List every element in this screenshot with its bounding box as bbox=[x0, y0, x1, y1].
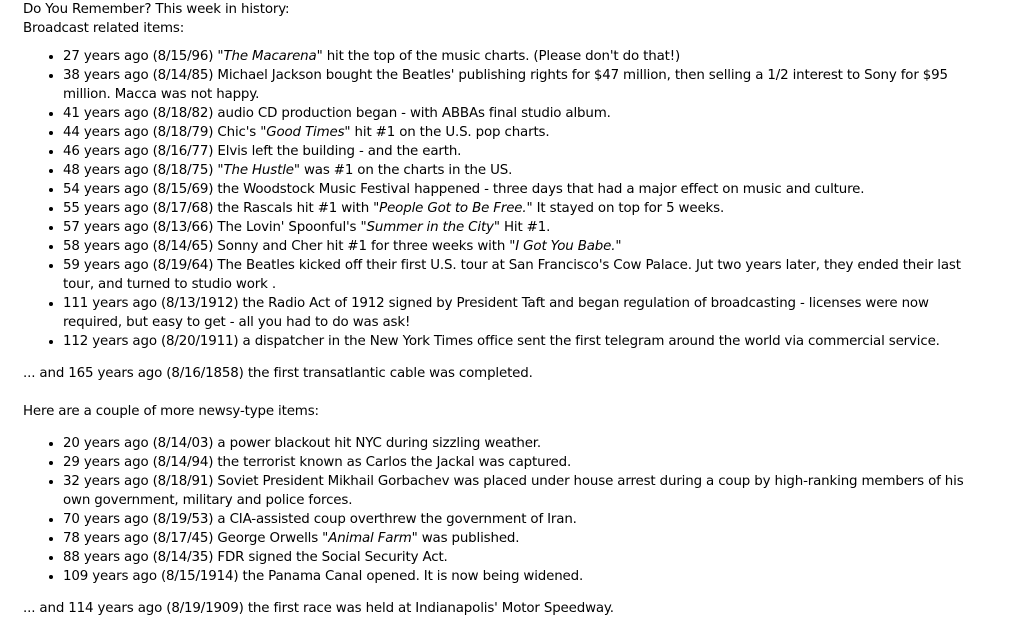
item-title-italic: "Summer in the City" bbox=[360, 220, 500, 235]
spacer bbox=[23, 383, 991, 402]
item-title-italic: The Macarena bbox=[223, 49, 317, 64]
item-text: " It stayed on top for 5 weeks. bbox=[526, 201, 725, 216]
item-text: 109 years ago (8/15/1914) the Panama Canal opened. It is now being widened. bbox=[63, 569, 584, 584]
item-title-italic: I Got You Babe. bbox=[515, 239, 616, 254]
item-text: 44 years ago (8/18/79) Chic's " bbox=[63, 125, 267, 140]
item-text: " bbox=[615, 239, 622, 254]
list-item bbox=[63, 199, 991, 218]
item-text: 88 years ago (8/14/35) FDR signed the Social Security Act. bbox=[63, 550, 448, 565]
list-item bbox=[63, 256, 991, 294]
item-title-italic: Good Times bbox=[266, 125, 345, 140]
item-text: " was #1 on the charts in the US. bbox=[293, 163, 513, 178]
list-item bbox=[63, 510, 991, 529]
list-item bbox=[63, 567, 991, 586]
section-heading-news: Here are a couple of more newsy-type items: bbox=[23, 404, 319, 419]
list-item bbox=[63, 142, 991, 161]
intro bbox=[23, 0, 991, 38]
list-item bbox=[63, 472, 991, 510]
item-text: 29 years ago (8/14/94) the terrorist known as Carlos the Jackal was captured. bbox=[63, 455, 572, 470]
item-text: 54 years ago (8/15/69) the Woodstock Music Festival happened - three days that had a major effect on music and culture. bbox=[63, 182, 865, 197]
item-title-italic: People Got to Be Free. bbox=[379, 201, 527, 216]
item-text: 32 years ago (8/18/91) Soviet President Mikhail Gorbachev was placed under house arrest during a coup by high-ranking members of his own government, military and police forces. bbox=[63, 474, 964, 508]
news-list bbox=[23, 434, 991, 586]
item-text: 46 years ago (8/16/77) Elvis left the building - and the earth. bbox=[63, 144, 462, 159]
item-text: 70 years ago (8/19/53) a CIA-assisted coup overthrew the government of Iran. bbox=[63, 512, 577, 527]
item-text: 48 years ago (8/18/75) " bbox=[63, 163, 224, 178]
page-title: Do You Remember? This week in history: bbox=[23, 2, 290, 17]
item-text: 57 years ago (8/13/66) The Lovin' Spoonful's bbox=[63, 220, 361, 235]
section-heading-broadcast: Broadcast related items: bbox=[23, 21, 185, 36]
list-item bbox=[63, 104, 991, 123]
list-item bbox=[63, 47, 991, 66]
item-text: " hit #1 on the U.S. pop charts. bbox=[344, 125, 550, 140]
news-footer: ... and 114 years ago (8/19/1909) the first race was held at Indianapolis' Motor Speedway. bbox=[23, 601, 614, 616]
item-text: 112 years ago (8/20/1911) a dispatcher in the New York Times office sent the first telegram around the world via commercial service. bbox=[63, 334, 940, 349]
list-item bbox=[63, 434, 991, 453]
item-text: " was published. bbox=[411, 531, 520, 546]
list-item bbox=[63, 529, 991, 548]
list-item bbox=[63, 66, 991, 104]
list-item bbox=[63, 218, 991, 237]
broadcast-footer: ... and 165 years ago (8/16/1858) the first transatlantic cable was completed. bbox=[23, 366, 533, 381]
item-text: 20 years ago (8/14/03) a power blackout hit NYC during sizzling weather. bbox=[63, 436, 542, 451]
list-item bbox=[63, 294, 991, 332]
item-title-italic: The Hustle bbox=[223, 163, 294, 178]
item-text: 27 years ago (8/15/96) " bbox=[63, 49, 224, 64]
list-item bbox=[63, 180, 991, 199]
item-text: 41 years ago (8/18/82) audio CD production began - with ABBAs final studio album. bbox=[63, 106, 611, 121]
list-item bbox=[63, 548, 991, 567]
list-item bbox=[63, 453, 991, 472]
item-text: 38 years ago (8/14/85) Michael Jackson bought the Beatles' publishing rights for $47 million, then selling a 1/2 interest to Sony for $95 million. Macca was not happy. bbox=[63, 68, 948, 102]
list-item bbox=[63, 161, 991, 180]
item-title-italic: Animal Farm bbox=[328, 531, 412, 546]
list-item bbox=[63, 123, 991, 142]
item-text: 59 years ago (8/19/64) The Beatles kicked off their first U.S. tour at San Francisco's Cow Palace. Jut two years later, they ended their last tour, and turned to studio work . bbox=[63, 258, 961, 292]
item-text: " hit the top of the music charts. (Please don't do that!) bbox=[316, 49, 681, 64]
broadcast-list bbox=[23, 47, 991, 351]
item-text: 78 years ago (8/17/45) George Orwells " bbox=[63, 531, 329, 546]
list-item bbox=[63, 237, 991, 256]
item-text: Hit #1. bbox=[499, 220, 551, 235]
item-text: 111 years ago (8/13/1912) the Radio Act of 1912 signed by President Taft and began regulation of broadcasting - licenses were now required, but easy to get - all you had to do was ask! bbox=[63, 296, 929, 330]
list-item bbox=[63, 332, 991, 351]
item-text: 55 years ago (8/17/68) the Rascals hit #1 with " bbox=[63, 201, 380, 216]
item-text: 58 years ago (8/14/65) Sonny and Cher hit #1 for three weeks with " bbox=[63, 239, 516, 254]
